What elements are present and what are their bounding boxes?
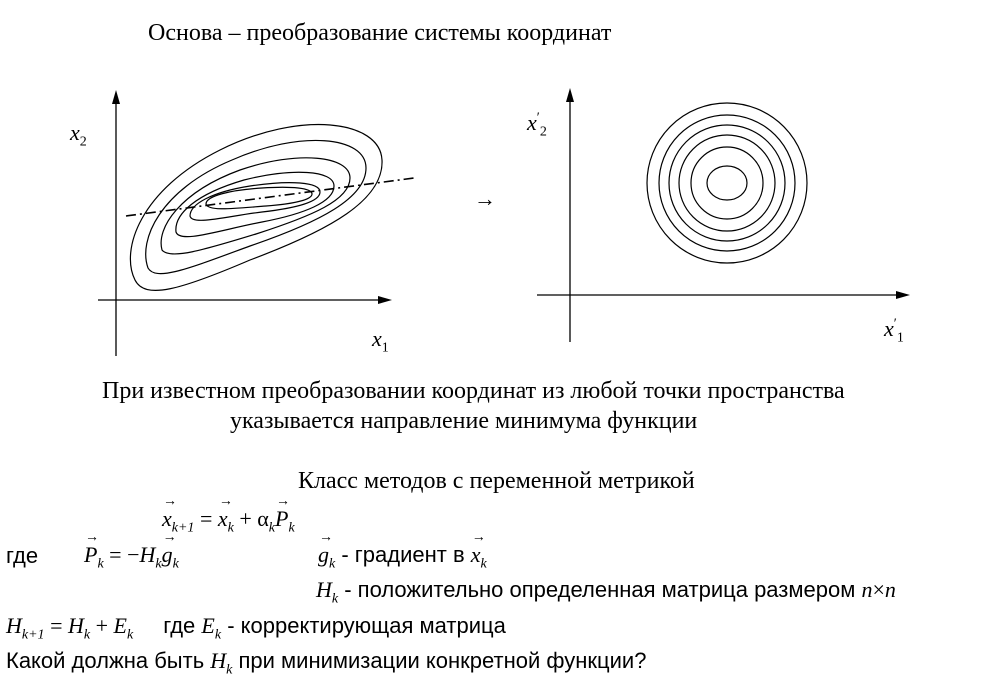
where-label: где xyxy=(6,543,39,568)
right-x-label: $x'_1$ xyxy=(884,316,904,346)
closing-question: Какой должна быть $H_k$ при минимизации конкретной функции? xyxy=(6,648,647,678)
left-axes xyxy=(98,90,392,356)
left-y-label: $x_2$ xyxy=(70,120,87,150)
matrix-definition: $H_k$ - положительно определенная матрица размером n×n xyxy=(316,577,896,607)
right-y-label: $x'_2$ xyxy=(527,110,547,140)
sentence-line-1: При известном преобразовании координат из любой точки пространства xyxy=(102,378,845,404)
section-heading: Класс методов с переменной метрикой xyxy=(298,468,695,494)
gradient-definition: → $g_k$ - градиент $в \to x_k$ xyxy=(318,542,487,572)
metric-update-formula: $H_{k+1} = H_k + E_k$ где $E_k$ - корректирующая матрица xyxy=(6,613,506,643)
slide-title: Основа – преобразование системы координат xyxy=(148,20,612,46)
left-x-label: $x_1$ xyxy=(372,326,389,356)
sentence-line-2: указывается направление минимума функции xyxy=(230,408,698,434)
update-rule-formula: → $x_{k+1}$ = → $x_k + \alpha_k\to P_k$ xyxy=(162,506,295,536)
right-contours xyxy=(647,103,807,263)
direction-formula: → $P_k = -H_k\to g_k$ xyxy=(84,542,179,572)
left-contours xyxy=(130,125,382,291)
right-axes xyxy=(537,88,910,342)
transform-arrow: → xyxy=(474,186,496,211)
